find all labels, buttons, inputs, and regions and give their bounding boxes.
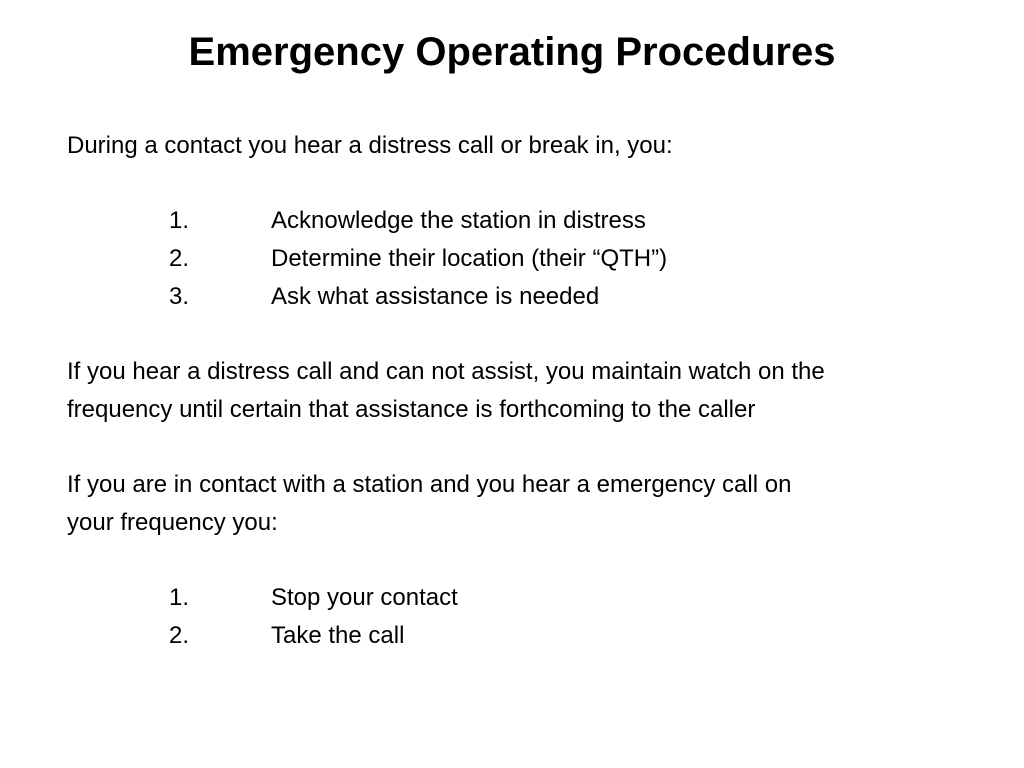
list-item-text: Determine their location (their “QTH”) xyxy=(271,245,668,272)
intro-paragraph: During a contact you hear a distress call or break in, you: xyxy=(67,132,673,159)
paragraph-line: If you hear a distress call and can not assist, you maintain watch on the xyxy=(67,358,825,385)
paragraph-line: your frequency you: xyxy=(67,509,278,536)
list-item-number: 1. xyxy=(169,584,190,611)
list-item-text: Stop your contact xyxy=(271,584,458,611)
distress-steps-list xyxy=(169,202,969,316)
list-item-text: Ask what assistance is needed xyxy=(271,283,600,310)
list-item xyxy=(169,202,969,240)
list-item xyxy=(169,240,969,278)
list-item-number: 3. xyxy=(169,283,190,310)
list-item-number: 1. xyxy=(169,207,190,234)
maintain-watch-paragraph xyxy=(67,353,997,429)
list-item-text: Take the call xyxy=(271,622,405,649)
list-item xyxy=(169,579,969,617)
list-item xyxy=(169,278,969,316)
slide-title: Emergency Operating Procedures xyxy=(188,30,836,74)
list-item-number: 2. xyxy=(169,245,190,272)
list-item-text: Acknowledge the station in distress xyxy=(271,207,646,234)
paragraph-line: If you are in contact with a station and you hear a emergency call on xyxy=(67,471,792,498)
emergency-call-paragraph xyxy=(67,466,997,542)
emergency-steps-list xyxy=(169,579,969,655)
list-item-number: 2. xyxy=(169,622,190,649)
paragraph-line: frequency until certain that assistance is forthcoming to the caller xyxy=(67,396,756,423)
list-item xyxy=(169,617,969,655)
